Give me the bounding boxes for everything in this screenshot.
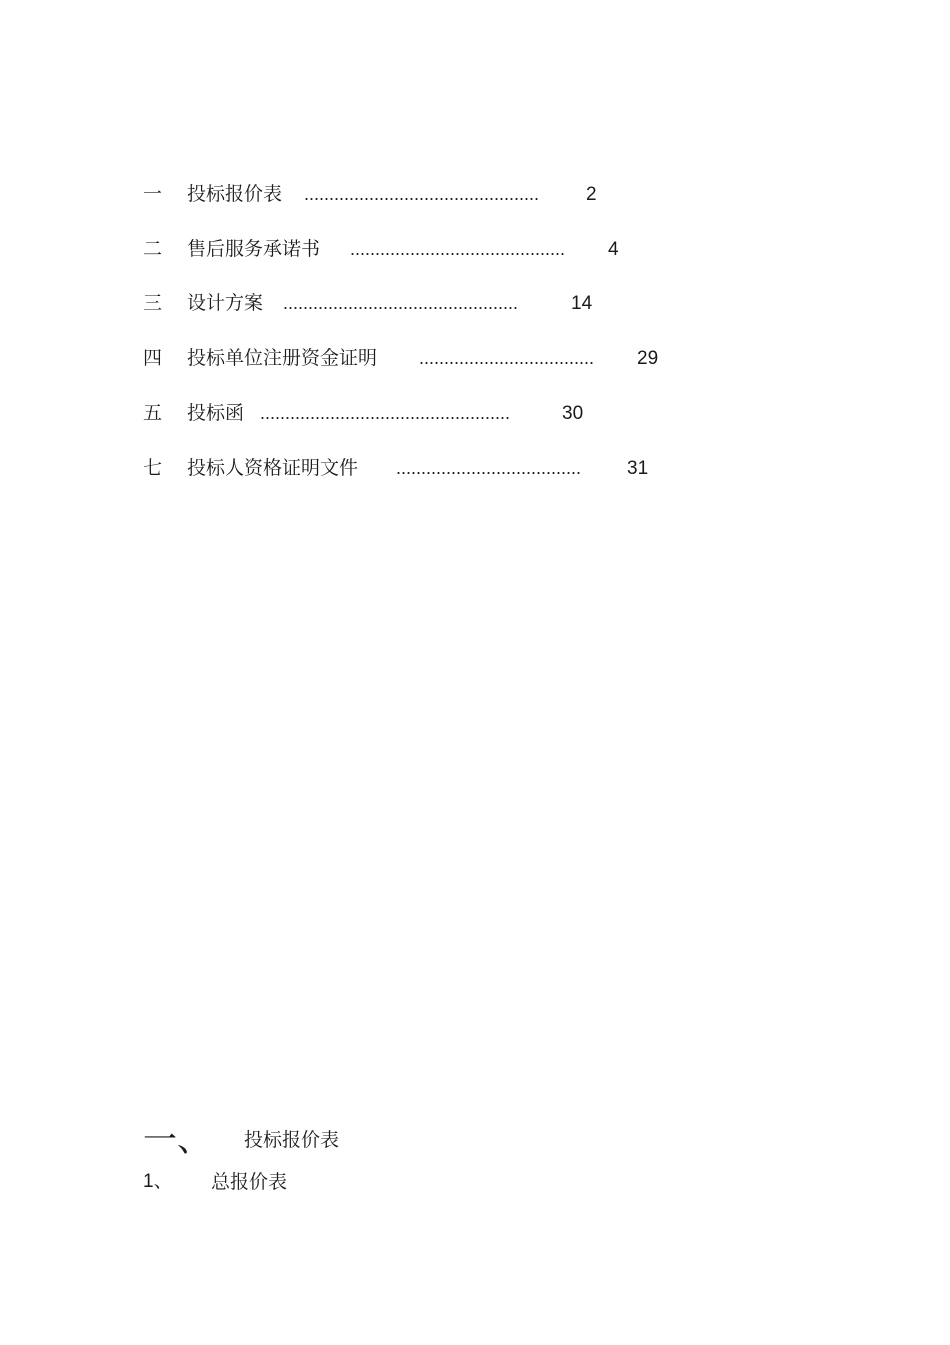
toc-item-number: 五 (143, 402, 163, 424)
toc-item-page-number: 14 (571, 293, 593, 314)
toc-item-page-number: 31 (627, 458, 649, 479)
toc-item[interactable] (143, 455, 648, 481)
toc-item-number: 二 (143, 238, 163, 260)
toc-item-leader-dots: ............................................... (304, 184, 540, 204)
toc-item[interactable] (143, 400, 583, 426)
subsection-number: 1、 (143, 1171, 173, 1192)
section-title: 投标报价表 (244, 1129, 340, 1151)
toc-item-page-number: 30 (562, 403, 584, 424)
toc-item-page-number: 2 (586, 184, 597, 205)
toc-item[interactable] (143, 290, 592, 316)
toc-item-page-number: 29 (637, 348, 659, 369)
toc-item-title: 投标函 (187, 402, 245, 424)
toc-item-title: 投标报价表 (187, 183, 283, 205)
table-of-contents (0, 0, 950, 500)
toc-item-title: 投标单位注册资金证明 (187, 347, 378, 369)
toc-item-number: 三 (143, 292, 163, 314)
toc-item-number: 七 (143, 457, 163, 479)
toc-item[interactable] (143, 345, 658, 371)
toc-item-number: 一 (143, 183, 163, 205)
toc-item-title: 售后服务承诺书 (187, 238, 321, 260)
toc-item-leader-dots: ................................... (419, 348, 595, 368)
toc-item-title: 投标人资格证明文件 (187, 457, 359, 479)
toc-item-title: 设计方案 (187, 292, 264, 314)
toc-item-number: 四 (143, 347, 163, 369)
section-number: 一、 (143, 1120, 211, 1160)
subsection-title: 总报价表 (211, 1171, 288, 1193)
toc-item-leader-dots: ..................................... (396, 458, 582, 478)
toc-item-leader-dots: ............................................... (283, 293, 519, 313)
toc-item[interactable] (143, 236, 619, 262)
toc-item-leader-dots: .................................................. (260, 403, 511, 423)
toc-item[interactable] (143, 181, 597, 207)
toc-item-leader-dots: ........................................... (350, 239, 566, 259)
toc-item-page-number: 4 (608, 239, 619, 260)
